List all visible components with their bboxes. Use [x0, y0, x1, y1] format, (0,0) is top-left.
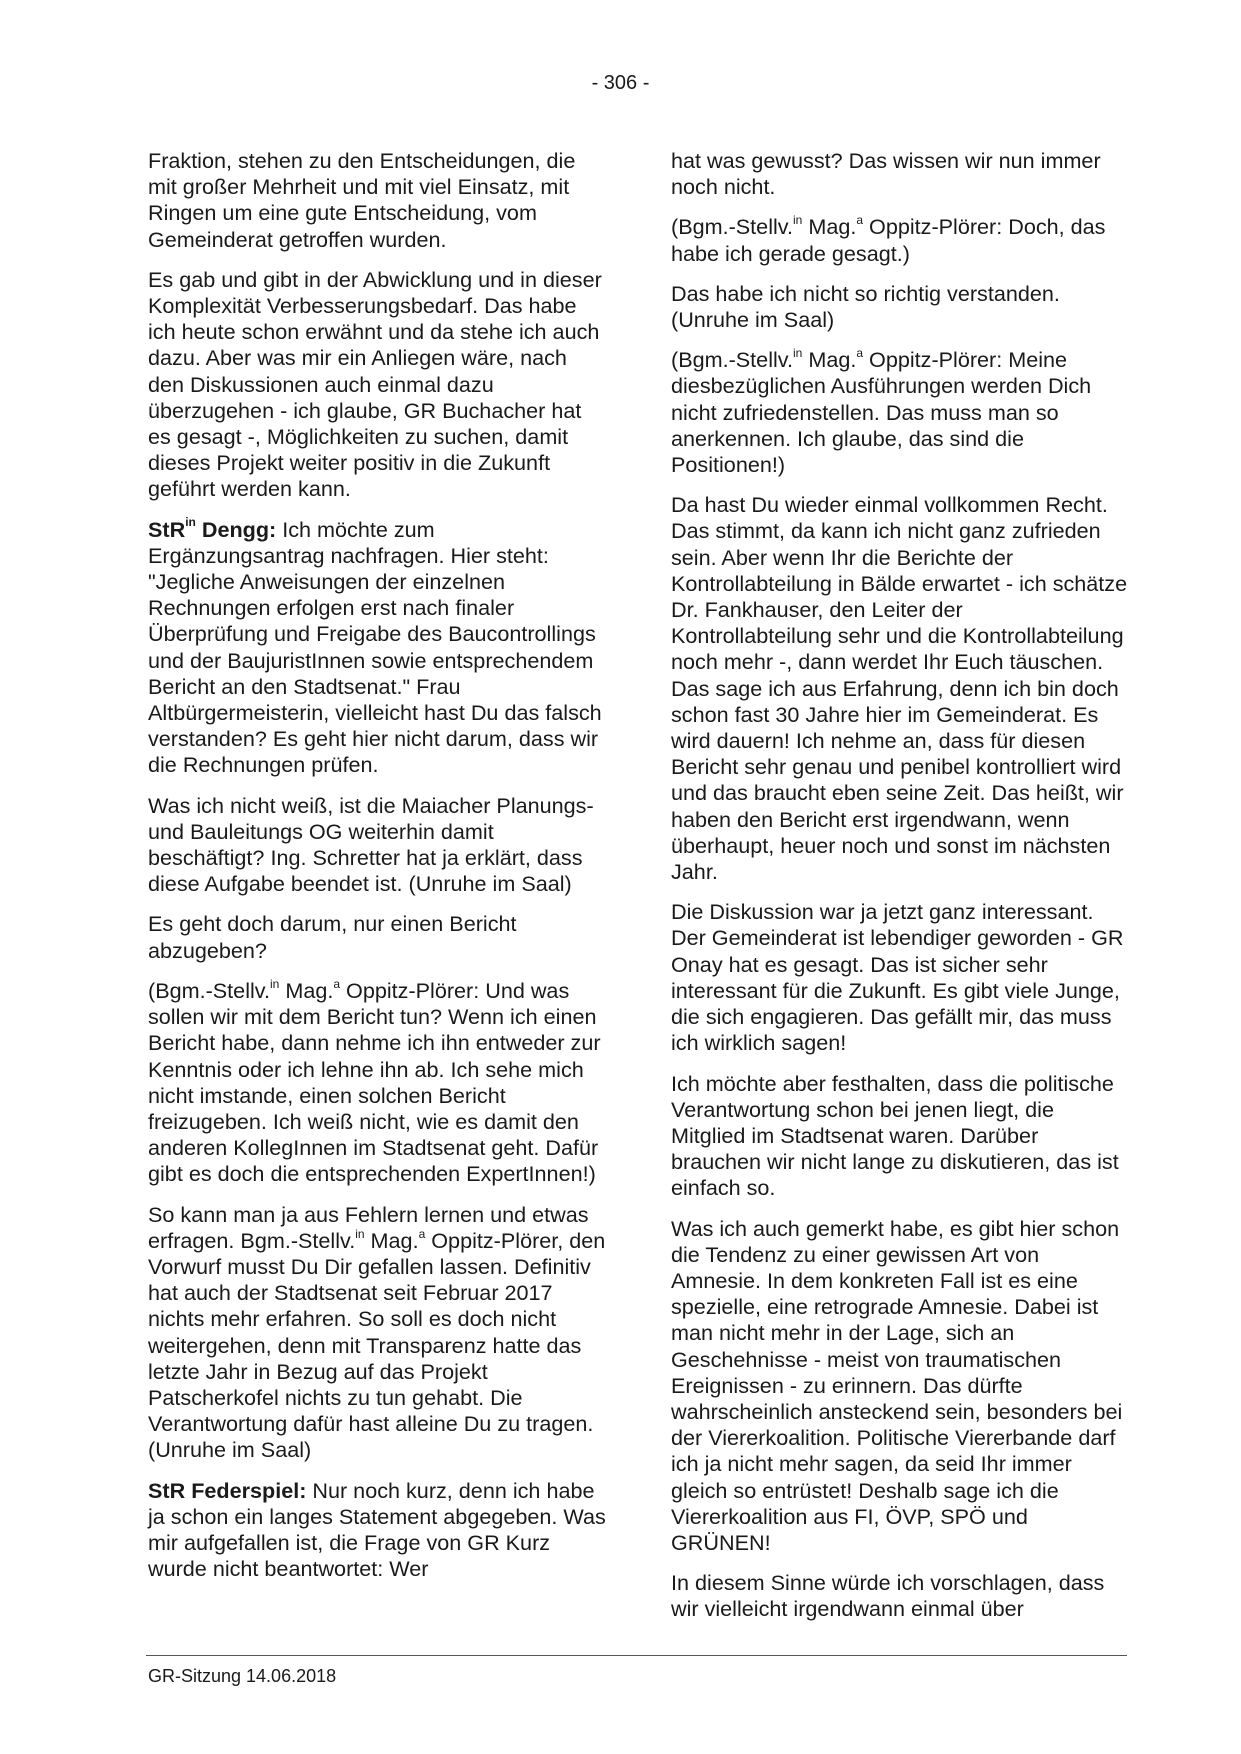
- paragraph: Da hast Du wieder einmal vollkommen Recht. Das stimmt, da kann ich nicht ganz zufrieden sein. Aber wenn Ihr die Berichte der Kontrollabteilung in Bälde erwartet - ich schätze Dr. Fankhauser, den Leiter der Kontrollabteilung sehr und die Kontrollabteilung noch mehr -, dann werdet Ihr Euch täuschen. Das sage ich aus Erfahrung, denn ich bin doch schon fast 30 Jahre hier im Gemeinderat. Es wird dauern! Ich nehme an, dass für diesen Bericht sehr genau und penibel kontrolliert wird und das braucht eben seine Zeit. Das heißt, wir haben den Bericht erst irgendwann, wenn überhaupt, heuer noch und sonst im nächsten Jahr.: [671, 492, 1128, 885]
- paragraph: Fraktion, stehen zu den Entscheidungen, die mit großer Mehrheit und mit viel Einsatz, mit Ringen um eine gute Entscheidung, vom Gemeinderat getroffen wurden.: [148, 148, 576, 252]
- paragraph: StR Federspiel: Nur noch kurz, denn ich habe ja schon ein langes Statement abgegeben. Was mir aufgefallen ist, die Frage von GR Kurz wurde nicht beantwortet: Wer: [148, 1477, 606, 1582]
- paragraph: Das habe ich nicht so richtig verstanden. (Unruhe im Saal): [671, 280, 1060, 333]
- paragraph: Was ich auch gemerkt habe, es gibt hier schon die Tendenz zu einer gewissen Art von Amnesie. In dem konkreten Fall ist es eine spezielle, eine retrograde Amnesie. Dabei ist man nicht mehr in der Lage, sich an Geschehnisse - meist von traumatischen Ereignissen - zu erinnern. Das dürfte wahrscheinlich ansteckend sein, besonders bei der Viererkoalition. Politische Viererbande darf ich ja nicht mehr sagen, da seid Ihr immer gleich so entrüstet! Deshalb sage ich die Viererkoalition aus FI, ÖVP, SPÖ und GRÜNEN!: [671, 1215, 1123, 1555]
- footer-text: GR-Sitzung 14.06.2018: [148, 1666, 337, 1686]
- paragraph: (Bgm.-Stellv.$^{in}$ Mag.$^a$ Oppitz-Plörer: Und was sollen wir mit dem Bericht tun? Wenn ich einen Bericht habe, dann nehme ich ihn entweder zur Kenntnis oder ich lehne ihn ab. Ich sehe mich nicht imstande, einen solchen Bericht freizugeben. Ich weiß nicht, wie es damit den anderen KollegInnen im Stadtsenat geht. Dafür gibt es doch die entsprechenden ExpertInnen!): [148, 976, 601, 1187]
- page-number: - 306 -: [591, 72, 650, 94]
- paragraph: hat was gewusst? Das wissen wir nun immer noch nicht.: [671, 148, 1101, 200]
- paragraph: Die Diskussion war ja jetzt ganz interessant. Der Gemeinderat ist lebendiger geworden - GR Onay hat es gesagt. Das ist sicher sehr interessant für die Zukunft. Es gibt viele Junge, die sich engagieren. Das gefällt mir, das muss ich wirklich sagen!: [671, 899, 1124, 1056]
- paragraph: Ich möchte aber festhalten, dass die politische Verantwortung schon bei jenen liegt, die Mitglied im Stadtsenat waren. Darüber brauchen wir nicht lange zu diskutieren, das ist einfach so.: [671, 1070, 1119, 1201]
- paragraph: Was ich nicht weiß, ist die Maiacher Planungs- und Bauleitungs OG weiterhin damit beschäftigt? Ing. Schretter hat ja erklärt, dass diese Aufgabe beendet ist. (Unruhe im Saal): [148, 792, 594, 897]
- paragraph: So kann man ja aus Fehlern lernen und etwas erfragen. Bgm.-Stellv.$^{in}$ Mag.$^a$ Oppitz-Plörer, den Vorwurf musst Du Dir gefallen lassen. Definitiv hat auch der Stadtsenat seit Februar 2017 nichts mehr erfahren. So soll es doch nicht weitergehen, denn mit Transparenz hatte das letzte Jahr in Bezug auf das Projekt Patscherkofel nichts zu tun gehabt. Die Verantwortung dafür hast alleine Du zu tragen. (Unruhe im Saal): [148, 1201, 606, 1463]
- paragraph: Es gab und gibt in der Abwicklung und in dieser Komplexität Verbesserungsbedarf. Das habe ich heute schon erwähnt und da stehe ich auch dazu. Aber was mir ein Anliegen wäre, nach den Diskussionen auch einmal dazu überzugehen - ich glaube, GR Buchacher hat es gesagt -, Möglichkeiten zu suchen, damit dieses Projekt weiter positiv in die Zukunft geführt werden kann.: [148, 266, 602, 502]
- paragraph: In diesem Sinne würde ich vorschlagen, dass wir vielleicht irgendwann einmal über: [671, 1570, 1105, 1622]
- paragraph: (Bgm.-Stellv.$^{in}$ Mag.$^a$ Oppitz-Plörer: Meine diesbezüglichen Ausführungen werden Dich nicht zufriedenstellen. Das muss man so anerkennen. Ich glaube, das sind die Positionen!): [671, 346, 1092, 478]
- left-column: [148, 148, 606, 1596]
- paragraph: StR$^{in}$ Dengg: Ich möchte zum Ergänzungsantrag nachfragen. Hier steht: "Jegliche Anweisungen der einzelnen Rechnungen erfolgen erst nach finaler Überprüfung und Freigabe des Baucontrollings und der BaujuristInnen sowie entsprechendem Bericht an den Stadtsenat." Frau Altbürgermeisterin, vielleicht hast Du das falsch verstanden? Es geht hier nicht darum, dass wir die Rechnungen prüfen.: [148, 515, 602, 778]
- speaker-label: StR Federspiel:: [148, 1477, 307, 1503]
- footer-divider: [146, 1655, 1127, 1656]
- paragraph: Es geht doch darum, nur einen Bericht abzugeben?: [148, 911, 517, 963]
- paragraph: (Bgm.-Stellv.$^{in}$ Mag.$^a$ Oppitz-Plörer: Doch, das habe ich gerade gesagt.): [671, 213, 1106, 266]
- right-column: [671, 148, 1129, 1637]
- speaker-label: StR$^{in}$ Dengg:: [148, 515, 277, 542]
